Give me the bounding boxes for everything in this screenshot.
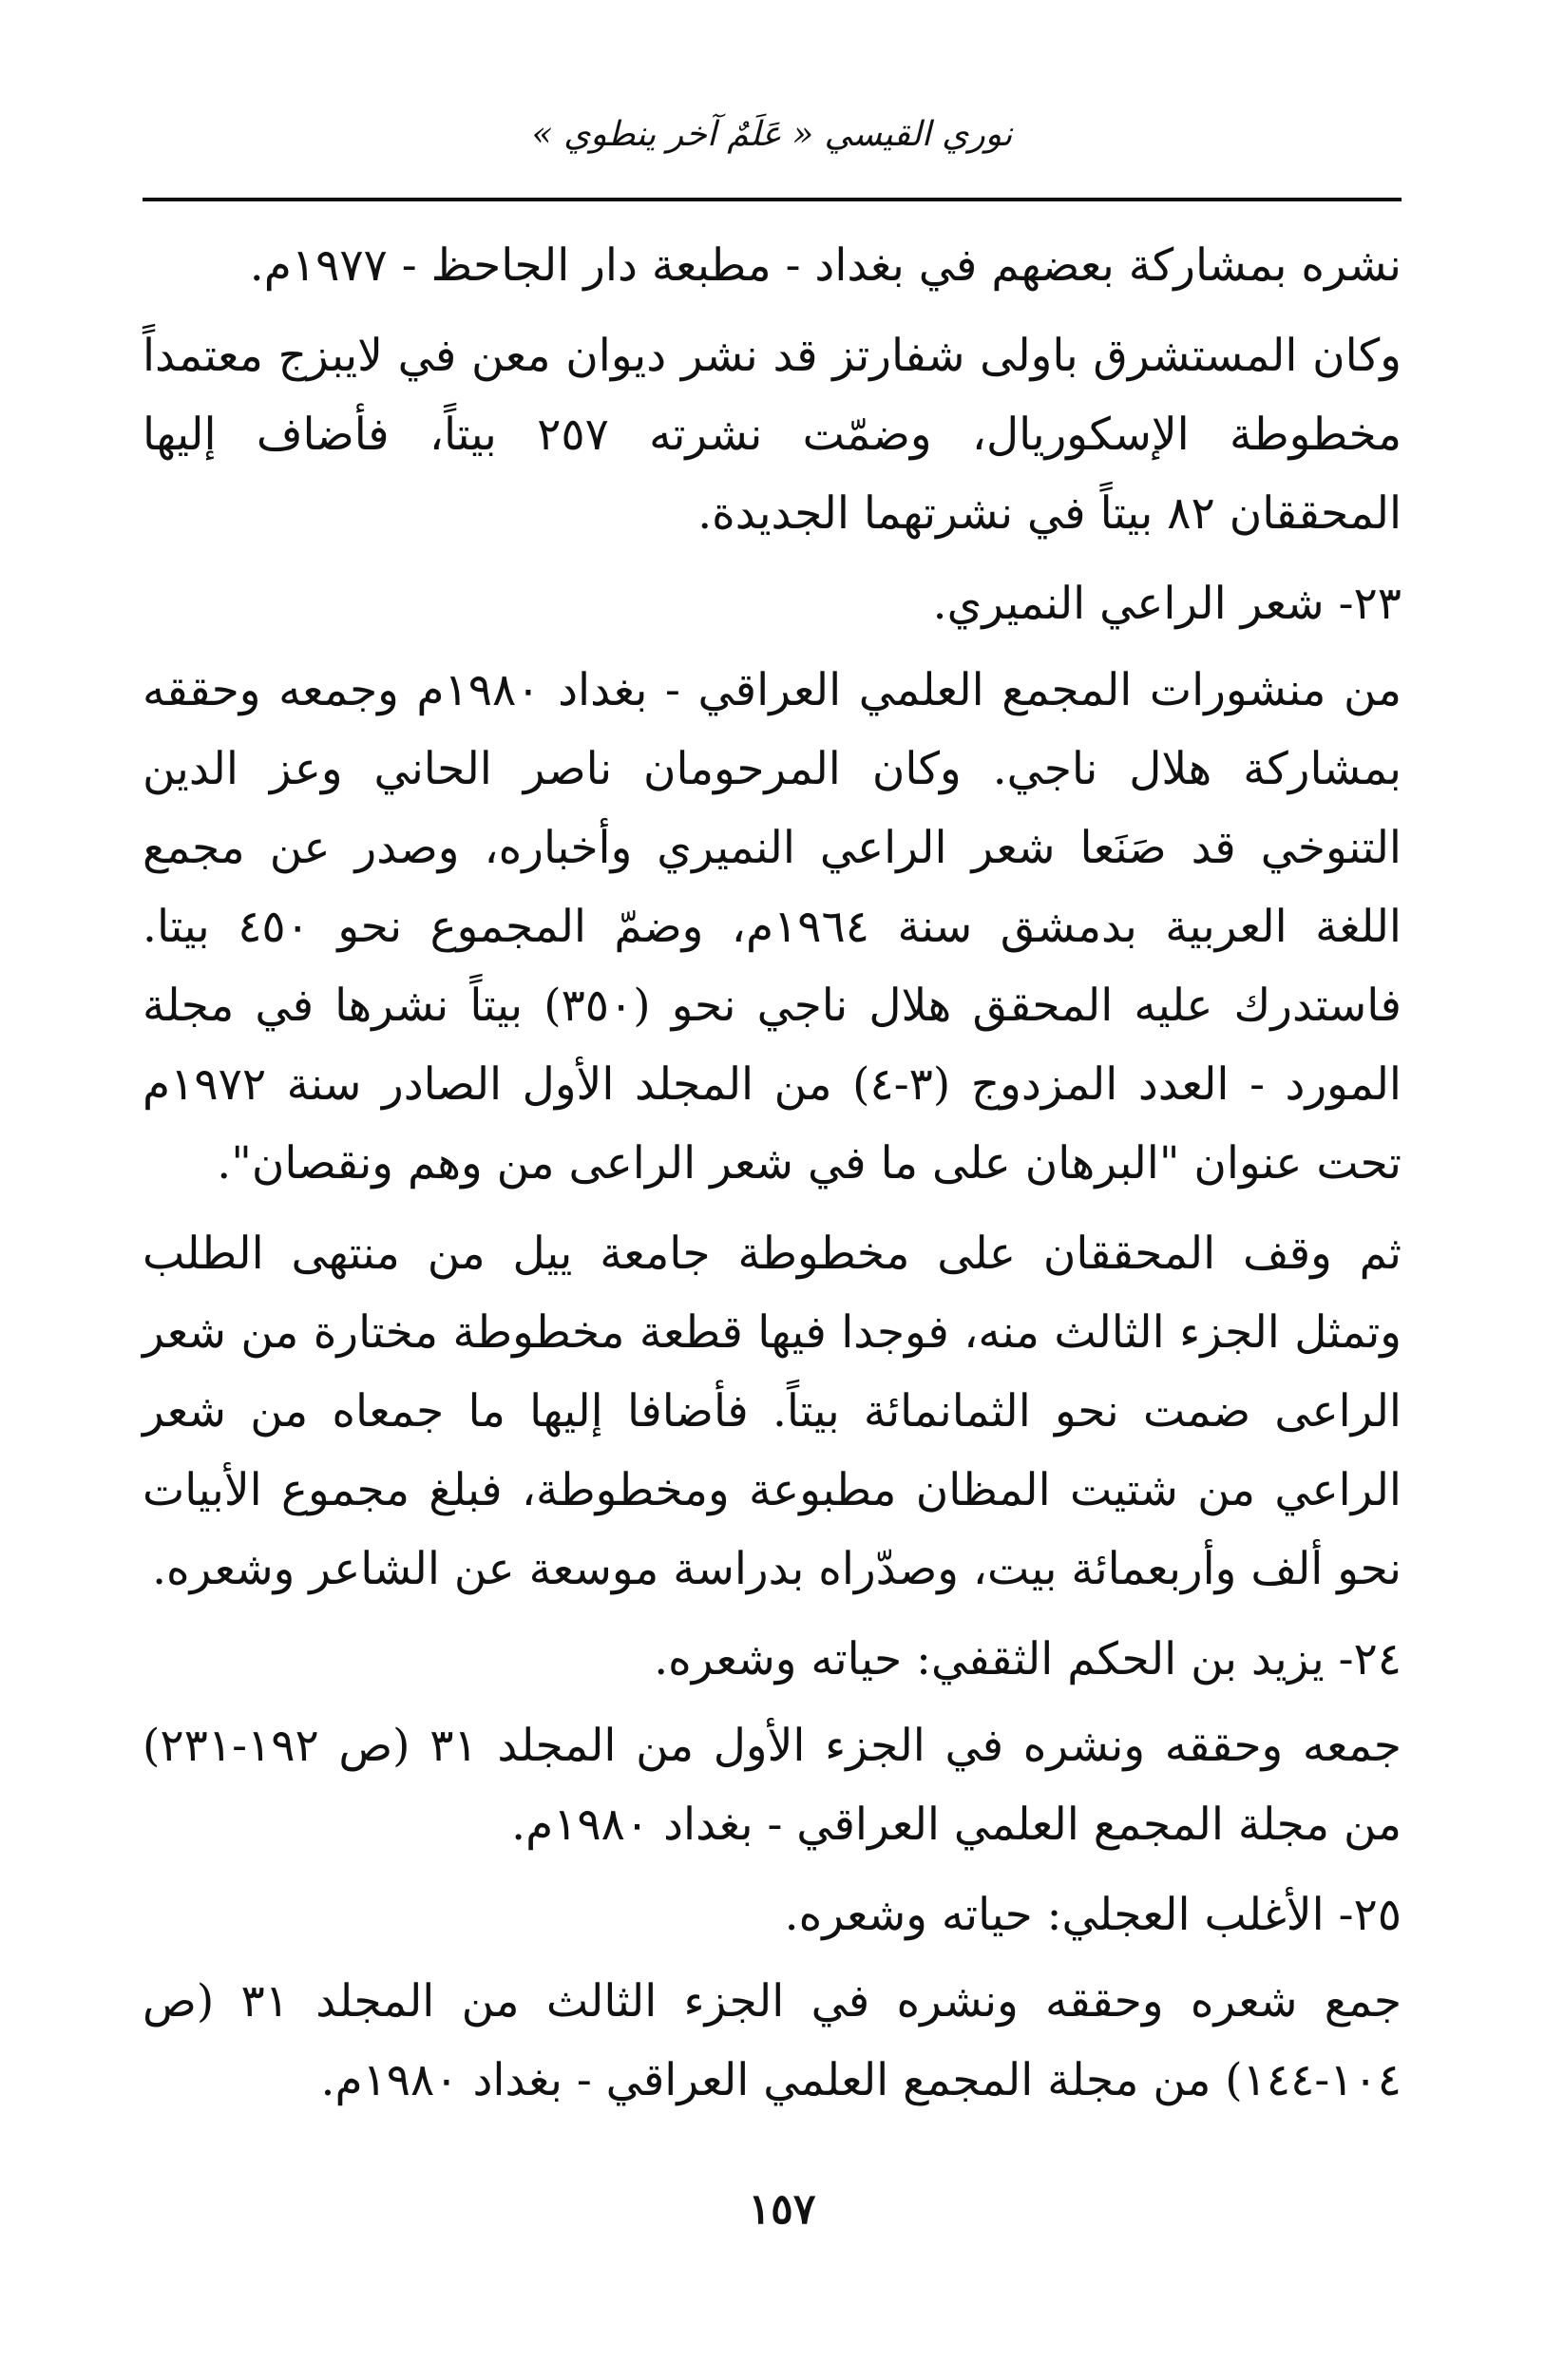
section-heading: ٢٥- الأغلب العجلي: حياته وشعره. xyxy=(784,1889,1402,1941)
paragraph: نشره بمشاركة بعضهم في بغداد - مطبعة دار الجاحظ - ١٩٧٧م. xyxy=(249,239,1402,292)
paragraph: من منشورات المجمع العلمي العراقي - بغداد ١٩٨٠م وجمعه وحققه بمشاركة هلال ناجي. وكان المرحومان ناصر الحاني وعز الدين التنوخي قد صَنَعا شعر الراعي النميري وأخباره، وصدر عن مجمع اللغة العربية بدمشق سنة ١٩٦٤م، وضمّ المجموع نحو ٤٥٠ بيتا. فاستدرك عليه المحقق هلال ناجي نحو (٣٥٠) بيتاً نشرها في مجلة المورد - العدد المزدوج (٣-٤) من المجلد الأول الصادر سنة ١٩٧٢م تحت عنوان "البرهان على ما في شعر الراعى من وهم ونقصان". xyxy=(143,664,1402,1190)
paragraph: ثم وقف المحققان على مخطوطة جامعة ييل من منتهى الطلب وتمثل الجزء الثالث منه، فوجدا فيها قطعة مخطوطة مختارة من شعر الراعى ضمت نحو الثمانمائة بيتاً. فأضافا إليها ما جمعاه من شعر الراعي من شتيت المظان مطبوعة ومخطوطة، فبلغ مجموع الأبيات نحو ألف وأربعمائة بيت، وصدّراه بدراسة موسعة عن الشاعر وشعره. xyxy=(143,1228,1402,1595)
paragraph: وكان المستشرق باولى شفارتز قد نشر ديوان معن في لايبزج معتمداً مخطوطة الإسكوريال، وضمّت نشرته ٢٥٧ بيتاً، فأضاف إليها المحققان ٨٢ بيتاً في نشرتهما الجديدة. xyxy=(143,330,1402,540)
page-number: ١٥٧ xyxy=(748,2185,816,2234)
section-heading: ٢٤- يزيد بن الحكم الثقفي: حياته وشعره. xyxy=(654,1633,1402,1685)
paragraph: جمع شعره وحققه ونشره في الجزء الثالث من المجلد ٣١ (ص ١٠٤-١٤٤) من مجلة المجمع العلمي العراقي - بغداد ١٩٨٠م. xyxy=(143,1975,1402,2106)
header-divider xyxy=(143,198,1402,201)
section-heading: ٢٣- شعر الراعي النميري. xyxy=(932,578,1402,630)
paragraph: جمعه وحققه ونشره في الجزء الأول من المجلد ٣١ (ص ١٩٢-٢٣١) من مجلة المجمع العلمي العراقي - بغداد ١٩٨٠م. xyxy=(143,1720,1402,1851)
body-text xyxy=(143,226,1402,2131)
running-header: نوري القيسي « عَلَمٌ آخر ينطوي » xyxy=(531,115,1013,154)
